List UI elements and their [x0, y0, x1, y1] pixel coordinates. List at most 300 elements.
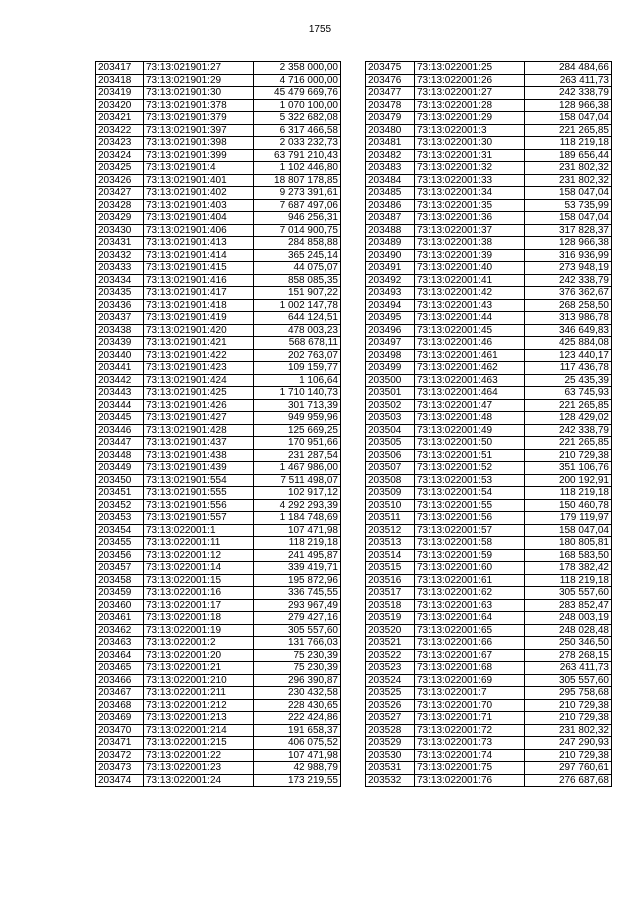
table-row — [366, 524, 612, 537]
table-row — [366, 174, 612, 187]
row-number-cell: 203494 — [366, 299, 415, 312]
cadastral-value-cell: 425 884,08 — [525, 337, 612, 350]
row-number-cell: 203475 — [366, 62, 415, 75]
row-number-cell: 203421 — [96, 112, 144, 125]
cadastral-value-cell: 276 687,68 — [525, 774, 612, 787]
cadastral-value-cell: 301 713,39 — [254, 399, 341, 412]
table-row — [96, 637, 341, 650]
row-number-cell: 203493 — [366, 287, 415, 300]
cadastral-value-cell: 6 317 466,58 — [254, 124, 341, 137]
row-number-cell: 203457 — [96, 562, 144, 575]
row-number-cell: 203530 — [366, 749, 415, 762]
table-row — [96, 387, 341, 400]
cadastral-number-cell: 73:13:021901:438 — [144, 449, 254, 462]
cadastral-value-cell: 9 273 391,61 — [254, 187, 341, 200]
row-number-cell: 203432 — [96, 249, 144, 262]
cadastral-number-cell: 73:13:021901:403 — [144, 199, 254, 212]
cadastral-number-cell: 73:13:022001:75 — [415, 762, 525, 775]
table-row — [366, 512, 612, 525]
cadastral-value-cell: 158 047,04 — [525, 212, 612, 225]
cadastral-number-cell: 73:13:022001:67 — [415, 649, 525, 662]
cadastral-value-cell: 241 495,87 — [254, 549, 341, 562]
cadastral-number-cell: 73:13:022001:44 — [415, 312, 525, 325]
table-row — [366, 449, 612, 462]
table-row — [366, 424, 612, 437]
cadastral-value-cell: 189 656,44 — [525, 149, 612, 162]
row-number-cell: 203469 — [96, 712, 144, 725]
table-row — [96, 774, 341, 787]
table-row — [366, 374, 612, 387]
cadastral-number-cell: 73:13:022001:2 — [144, 637, 254, 650]
table-row — [96, 424, 341, 437]
table-row — [96, 137, 341, 150]
table-row — [96, 287, 341, 300]
cadastral-number-cell: 73:13:022001:214 — [144, 724, 254, 737]
cadastral-number-cell: 73:13:021901:4 — [144, 162, 254, 175]
cadastral-value-cell: 221 265,85 — [525, 124, 612, 137]
cadastral-value-cell: 63 791 210,43 — [254, 149, 341, 162]
table-row — [96, 237, 341, 250]
row-number-cell: 203518 — [366, 599, 415, 612]
cadastral-number-cell: 73:13:022001:69 — [415, 674, 525, 687]
cadastral-number-cell: 73:13:022001:46 — [415, 337, 525, 350]
cadastral-number-cell: 73:13:022001:32 — [415, 162, 525, 175]
row-number-cell: 203470 — [96, 724, 144, 737]
table-row — [96, 74, 341, 87]
cadastral-value-cell: 118 219,18 — [254, 537, 341, 550]
cadastral-number-cell: 73:13:022001:65 — [415, 624, 525, 637]
cadastral-value-cell: 250 346,50 — [525, 637, 612, 650]
table-row — [366, 237, 612, 250]
cadastral-number-cell: 73:13:022001:215 — [144, 737, 254, 750]
cadastral-number-cell: 73:13:022001:74 — [415, 749, 525, 762]
table-row — [96, 399, 341, 412]
row-number-cell: 203422 — [96, 124, 144, 137]
cadastral-value-cell: 365 245,14 — [254, 249, 341, 262]
cadastral-value-cell: 946 256,31 — [254, 212, 341, 225]
cadastral-number-cell: 73:13:022001:22 — [144, 749, 254, 762]
row-number-cell: 203495 — [366, 312, 415, 325]
row-number-cell: 203419 — [96, 87, 144, 100]
row-number-cell: 203436 — [96, 299, 144, 312]
table-row — [366, 662, 612, 675]
cadastral-number-cell: 73:13:022001:54 — [415, 487, 525, 500]
table-row — [96, 512, 341, 525]
row-number-cell: 203446 — [96, 424, 144, 437]
cadastral-number-cell: 73:13:022001:1 — [144, 524, 254, 537]
row-number-cell: 203505 — [366, 437, 415, 450]
cadastral-number-cell: 73:13:021901:427 — [144, 412, 254, 425]
cadastral-value-cell: 63 745,93 — [525, 387, 612, 400]
cadastral-value-cell: 1 102 446,80 — [254, 162, 341, 175]
row-number-cell: 203523 — [366, 662, 415, 675]
row-number-cell: 203417 — [96, 62, 144, 75]
table-row — [366, 499, 612, 512]
table-row — [96, 712, 341, 725]
row-number-cell: 203532 — [366, 774, 415, 787]
row-number-cell: 203498 — [366, 349, 415, 362]
cadastral-value-cell: 293 967,49 — [254, 599, 341, 612]
table-row — [366, 74, 612, 87]
row-number-cell: 203442 — [96, 374, 144, 387]
row-number-cell: 203438 — [96, 324, 144, 337]
row-number-cell: 203443 — [96, 387, 144, 400]
cadastral-number-cell: 73:13:021901:406 — [144, 224, 254, 237]
cadastral-number-cell: 73:13:022001:212 — [144, 699, 254, 712]
cadastral-value-cell: 263 411,73 — [525, 74, 612, 87]
row-number-cell: 203425 — [96, 162, 144, 175]
table-row — [366, 437, 612, 450]
register-table-right — [365, 61, 612, 787]
cadastral-number-cell: 73:13:022001:7 — [415, 687, 525, 700]
cadastral-value-cell: 178 382,42 — [525, 562, 612, 575]
row-number-cell: 203478 — [366, 99, 415, 112]
cadastral-value-cell: 210 729,38 — [525, 699, 612, 712]
cadastral-number-cell: 73:13:022001:24 — [144, 774, 254, 787]
table-row — [96, 624, 341, 637]
table-row — [96, 99, 341, 112]
cadastral-number-cell: 73:13:022001:464 — [415, 387, 525, 400]
row-number-cell: 203463 — [96, 637, 144, 650]
row-number-cell: 203500 — [366, 374, 415, 387]
cadastral-number-cell: 73:13:021901:556 — [144, 499, 254, 512]
cadastral-number-cell: 73:13:022001:33 — [415, 174, 525, 187]
cadastral-value-cell: 158 047,04 — [525, 524, 612, 537]
cadastral-value-cell: 406 075,52 — [254, 737, 341, 750]
table-row — [366, 612, 612, 625]
cadastral-value-cell: 125 669,25 — [254, 424, 341, 437]
row-number-cell: 203472 — [96, 749, 144, 762]
cadastral-value-cell: 247 290,93 — [525, 737, 612, 750]
table-row — [96, 349, 341, 362]
cadastral-number-cell: 73:13:022001:42 — [415, 287, 525, 300]
row-number-cell: 203503 — [366, 412, 415, 425]
cadastral-value-cell: 478 003,23 — [254, 324, 341, 337]
cadastral-number-cell: 73:13:021901:415 — [144, 262, 254, 275]
table-row — [366, 724, 612, 737]
table-row — [96, 262, 341, 275]
row-number-cell: 203509 — [366, 487, 415, 500]
cadastral-value-cell: 858 085,35 — [254, 274, 341, 287]
cadastral-number-cell: 73:13:022001:38 — [415, 237, 525, 250]
cadastral-value-cell: 158 047,04 — [525, 112, 612, 125]
table-row — [366, 187, 612, 200]
row-number-cell: 203490 — [366, 249, 415, 262]
cadastral-number-cell: 73:13:021901:428 — [144, 424, 254, 437]
cadastral-value-cell: 173 219,55 — [254, 774, 341, 787]
cadastral-number-cell: 73:13:021901:422 — [144, 349, 254, 362]
table-row — [366, 349, 612, 362]
table-row — [366, 549, 612, 562]
row-number-cell: 203527 — [366, 712, 415, 725]
cadastral-number-cell: 73:13:022001:51 — [415, 449, 525, 462]
cadastral-number-cell: 73:13:022001:18 — [144, 612, 254, 625]
table-row — [96, 274, 341, 287]
cadastral-number-cell: 73:13:021901:401 — [144, 174, 254, 187]
cadastral-value-cell: 313 986,78 — [525, 312, 612, 325]
cadastral-value-cell: 263 411,73 — [525, 662, 612, 675]
table-row — [366, 249, 612, 262]
row-number-cell: 203491 — [366, 262, 415, 275]
cadastral-number-cell: 73:13:022001:31 — [415, 149, 525, 162]
row-number-cell: 203464 — [96, 649, 144, 662]
cadastral-number-cell: 73:13:021901:402 — [144, 187, 254, 200]
table-row — [366, 487, 612, 500]
table-row — [366, 387, 612, 400]
row-number-cell: 203428 — [96, 199, 144, 212]
cadastral-number-cell: 73:13:022001:26 — [415, 74, 525, 87]
table-row — [96, 112, 341, 125]
row-number-cell: 203479 — [366, 112, 415, 125]
row-number-cell: 203502 — [366, 399, 415, 412]
cadastral-value-cell: 180 805,81 — [525, 537, 612, 550]
row-number-cell: 203522 — [366, 649, 415, 662]
table-row — [96, 674, 341, 687]
cadastral-value-cell: 151 907,22 — [254, 287, 341, 300]
table-row — [366, 774, 612, 787]
cadastral-number-cell: 73:13:022001:16 — [144, 587, 254, 600]
row-number-cell: 203448 — [96, 449, 144, 462]
cadastral-value-cell: 316 936,99 — [525, 249, 612, 262]
table-row — [366, 299, 612, 312]
cadastral-value-cell: 128 429,02 — [525, 412, 612, 425]
cadastral-value-cell: 221 265,85 — [525, 437, 612, 450]
table-row — [96, 737, 341, 750]
cadastral-number-cell: 73:13:021901:414 — [144, 249, 254, 262]
cadastral-value-cell: 179 119,97 — [525, 512, 612, 525]
cadastral-number-cell: 73:13:022001:66 — [415, 637, 525, 650]
table-row — [366, 624, 612, 637]
row-number-cell: 203465 — [96, 662, 144, 675]
row-number-cell: 203450 — [96, 474, 144, 487]
cadastral-value-cell: 242 338,79 — [525, 274, 612, 287]
cadastral-value-cell: 305 557,60 — [254, 624, 341, 637]
table-row — [366, 212, 612, 225]
table-row — [366, 749, 612, 762]
cadastral-number-cell: 73:13:021901:437 — [144, 437, 254, 450]
row-number-cell: 203508 — [366, 474, 415, 487]
row-number-cell: 203445 — [96, 412, 144, 425]
cadastral-value-cell: 7 511 498,07 — [254, 474, 341, 487]
table-row — [96, 212, 341, 225]
cadastral-value-cell: 1 710 140,73 — [254, 387, 341, 400]
cadastral-number-cell: 73:13:022001:45 — [415, 324, 525, 337]
table-row — [96, 474, 341, 487]
table-row — [96, 574, 341, 587]
cadastral-number-cell: 73:13:022001:29 — [415, 112, 525, 125]
cadastral-number-cell: 73:13:022001:61 — [415, 574, 525, 587]
cadastral-value-cell: 158 047,04 — [525, 187, 612, 200]
cadastral-value-cell: 107 471,98 — [254, 749, 341, 762]
row-number-cell: 203488 — [366, 224, 415, 237]
row-number-cell: 203456 — [96, 549, 144, 562]
row-number-cell: 203507 — [366, 462, 415, 475]
table-row — [366, 287, 612, 300]
cadastral-value-cell: 107 471,98 — [254, 524, 341, 537]
cadastral-value-cell: 1 070 100,00 — [254, 99, 341, 112]
cadastral-number-cell: 73:13:021901:29 — [144, 74, 254, 87]
cadastral-value-cell: 278 268,15 — [525, 649, 612, 662]
row-number-cell: 203516 — [366, 574, 415, 587]
table-row — [366, 599, 612, 612]
cadastral-value-cell: 75 230,39 — [254, 649, 341, 662]
table-row — [366, 637, 612, 650]
table-row — [96, 612, 341, 625]
row-number-cell: 203506 — [366, 449, 415, 462]
row-number-cell: 203501 — [366, 387, 415, 400]
table-row — [96, 437, 341, 450]
table-row — [366, 399, 612, 412]
row-number-cell: 203485 — [366, 187, 415, 200]
cadastral-number-cell: 73:13:022001:71 — [415, 712, 525, 725]
row-number-cell: 203473 — [96, 762, 144, 775]
row-number-cell: 203418 — [96, 74, 144, 87]
cadastral-value-cell: 131 766,03 — [254, 637, 341, 650]
cadastral-value-cell: 109 159,77 — [254, 362, 341, 375]
table-row — [366, 337, 612, 350]
cadastral-number-cell: 73:13:022001:59 — [415, 549, 525, 562]
table-row — [96, 537, 341, 550]
cadastral-number-cell: 73:13:021901:554 — [144, 474, 254, 487]
cadastral-number-cell: 73:13:021901:397 — [144, 124, 254, 137]
table-row — [366, 162, 612, 175]
cadastral-value-cell: 248 003,19 — [525, 612, 612, 625]
table-row — [96, 162, 341, 175]
cadastral-number-cell: 73:13:022001:17 — [144, 599, 254, 612]
cadastral-value-cell: 222 424,86 — [254, 712, 341, 725]
table-row — [366, 674, 612, 687]
cadastral-number-cell: 73:13:021901:424 — [144, 374, 254, 387]
row-number-cell: 203487 — [366, 212, 415, 225]
row-number-cell: 203444 — [96, 399, 144, 412]
cadastral-number-cell: 73:13:022001:76 — [415, 774, 525, 787]
row-number-cell: 203426 — [96, 174, 144, 187]
cadastral-value-cell: 128 966,38 — [525, 237, 612, 250]
table-row — [96, 662, 341, 675]
cadastral-number-cell: 73:13:021901:404 — [144, 212, 254, 225]
row-number-cell: 203440 — [96, 349, 144, 362]
row-number-cell: 203427 — [96, 187, 144, 200]
cadastral-number-cell: 73:13:022001:34 — [415, 187, 525, 200]
cadastral-value-cell: 150 460,78 — [525, 499, 612, 512]
cadastral-value-cell: 2 033 232,73 — [254, 137, 341, 150]
cadastral-number-cell: 73:13:022001:461 — [415, 349, 525, 362]
row-number-cell: 203420 — [96, 99, 144, 112]
table-row — [366, 699, 612, 712]
cadastral-value-cell: 221 265,85 — [525, 399, 612, 412]
table-row — [366, 274, 612, 287]
cadastral-value-cell: 4 292 293,39 — [254, 499, 341, 512]
row-number-cell: 203435 — [96, 287, 144, 300]
table-row — [366, 587, 612, 600]
table-row — [366, 462, 612, 475]
row-number-cell: 203528 — [366, 724, 415, 737]
table-row — [366, 362, 612, 375]
cadastral-number-cell: 73:13:022001:57 — [415, 524, 525, 537]
cadastral-number-cell: 73:13:022001:3 — [415, 124, 525, 137]
cadastral-number-cell: 73:13:022001:49 — [415, 424, 525, 437]
cadastral-value-cell: 231 802,32 — [525, 724, 612, 737]
cadastral-number-cell: 73:13:021901:557 — [144, 512, 254, 525]
row-number-cell: 203451 — [96, 487, 144, 500]
cadastral-number-cell: 73:13:022001:14 — [144, 562, 254, 575]
table-row — [96, 699, 341, 712]
cadastral-value-cell: 248 028,48 — [525, 624, 612, 637]
cadastral-value-cell: 7 014 900,75 — [254, 224, 341, 237]
table-row — [366, 712, 612, 725]
cadastral-value-cell: 305 557,60 — [525, 587, 612, 600]
cadastral-value-cell: 118 219,18 — [525, 574, 612, 587]
row-number-cell: 203454 — [96, 524, 144, 537]
row-number-cell: 203453 — [96, 512, 144, 525]
cadastral-number-cell: 73:13:021901:439 — [144, 462, 254, 475]
table-row — [96, 412, 341, 425]
row-number-cell: 203484 — [366, 174, 415, 187]
row-number-cell: 203441 — [96, 362, 144, 375]
row-number-cell: 203481 — [366, 137, 415, 150]
cadastral-value-cell: 210 729,38 — [525, 712, 612, 725]
cadastral-number-cell: 73:13:021901:425 — [144, 387, 254, 400]
cadastral-number-cell: 73:13:021901:426 — [144, 399, 254, 412]
cadastral-number-cell: 73:13:022001:68 — [415, 662, 525, 675]
table-row — [96, 487, 341, 500]
cadastral-value-cell: 25 435,39 — [525, 374, 612, 387]
cadastral-value-cell: 42 988,79 — [254, 762, 341, 775]
cadastral-value-cell: 210 729,38 — [525, 749, 612, 762]
cadastral-number-cell: 73:13:022001:213 — [144, 712, 254, 725]
row-number-cell: 203430 — [96, 224, 144, 237]
table-row — [96, 199, 341, 212]
cadastral-number-cell: 73:13:021901:419 — [144, 312, 254, 325]
row-number-cell: 203467 — [96, 687, 144, 700]
cadastral-number-cell: 73:13:021901:378 — [144, 99, 254, 112]
cadastral-number-cell: 73:13:022001:64 — [415, 612, 525, 625]
cadastral-number-cell: 73:13:022001:23 — [144, 762, 254, 775]
row-number-cell: 203483 — [366, 162, 415, 175]
cadastral-number-cell: 73:13:022001:55 — [415, 499, 525, 512]
row-number-cell: 203424 — [96, 149, 144, 162]
table-row — [96, 362, 341, 375]
cadastral-number-cell: 73:13:022001:39 — [415, 249, 525, 262]
row-number-cell: 203511 — [366, 512, 415, 525]
cadastral-value-cell: 230 432,58 — [254, 687, 341, 700]
cadastral-number-cell: 73:13:022001:19 — [144, 624, 254, 637]
cadastral-value-cell: 4 716 000,00 — [254, 74, 341, 87]
cadastral-value-cell: 644 124,51 — [254, 312, 341, 325]
cadastral-number-cell: 73:13:021901:420 — [144, 324, 254, 337]
cadastral-value-cell: 45 479 669,76 — [254, 87, 341, 100]
cadastral-number-cell: 73:13:022001:20 — [144, 649, 254, 662]
row-number-cell: 203514 — [366, 549, 415, 562]
row-number-cell: 203486 — [366, 199, 415, 212]
row-number-cell: 203460 — [96, 599, 144, 612]
row-number-cell: 203510 — [366, 499, 415, 512]
cadastral-value-cell: 305 557,60 — [525, 674, 612, 687]
cadastral-number-cell: 73:13:022001:27 — [415, 87, 525, 100]
table-row — [366, 562, 612, 575]
table-row — [366, 312, 612, 325]
table-row — [366, 124, 612, 137]
row-number-cell: 203504 — [366, 424, 415, 437]
row-number-cell: 203423 — [96, 137, 144, 150]
row-number-cell: 203458 — [96, 574, 144, 587]
table-row — [96, 324, 341, 337]
cadastral-value-cell: 191 658,37 — [254, 724, 341, 737]
table-row — [96, 724, 341, 737]
row-number-cell: 203531 — [366, 762, 415, 775]
row-number-cell: 203447 — [96, 437, 144, 450]
cadastral-value-cell: 7 687 497,06 — [254, 199, 341, 212]
